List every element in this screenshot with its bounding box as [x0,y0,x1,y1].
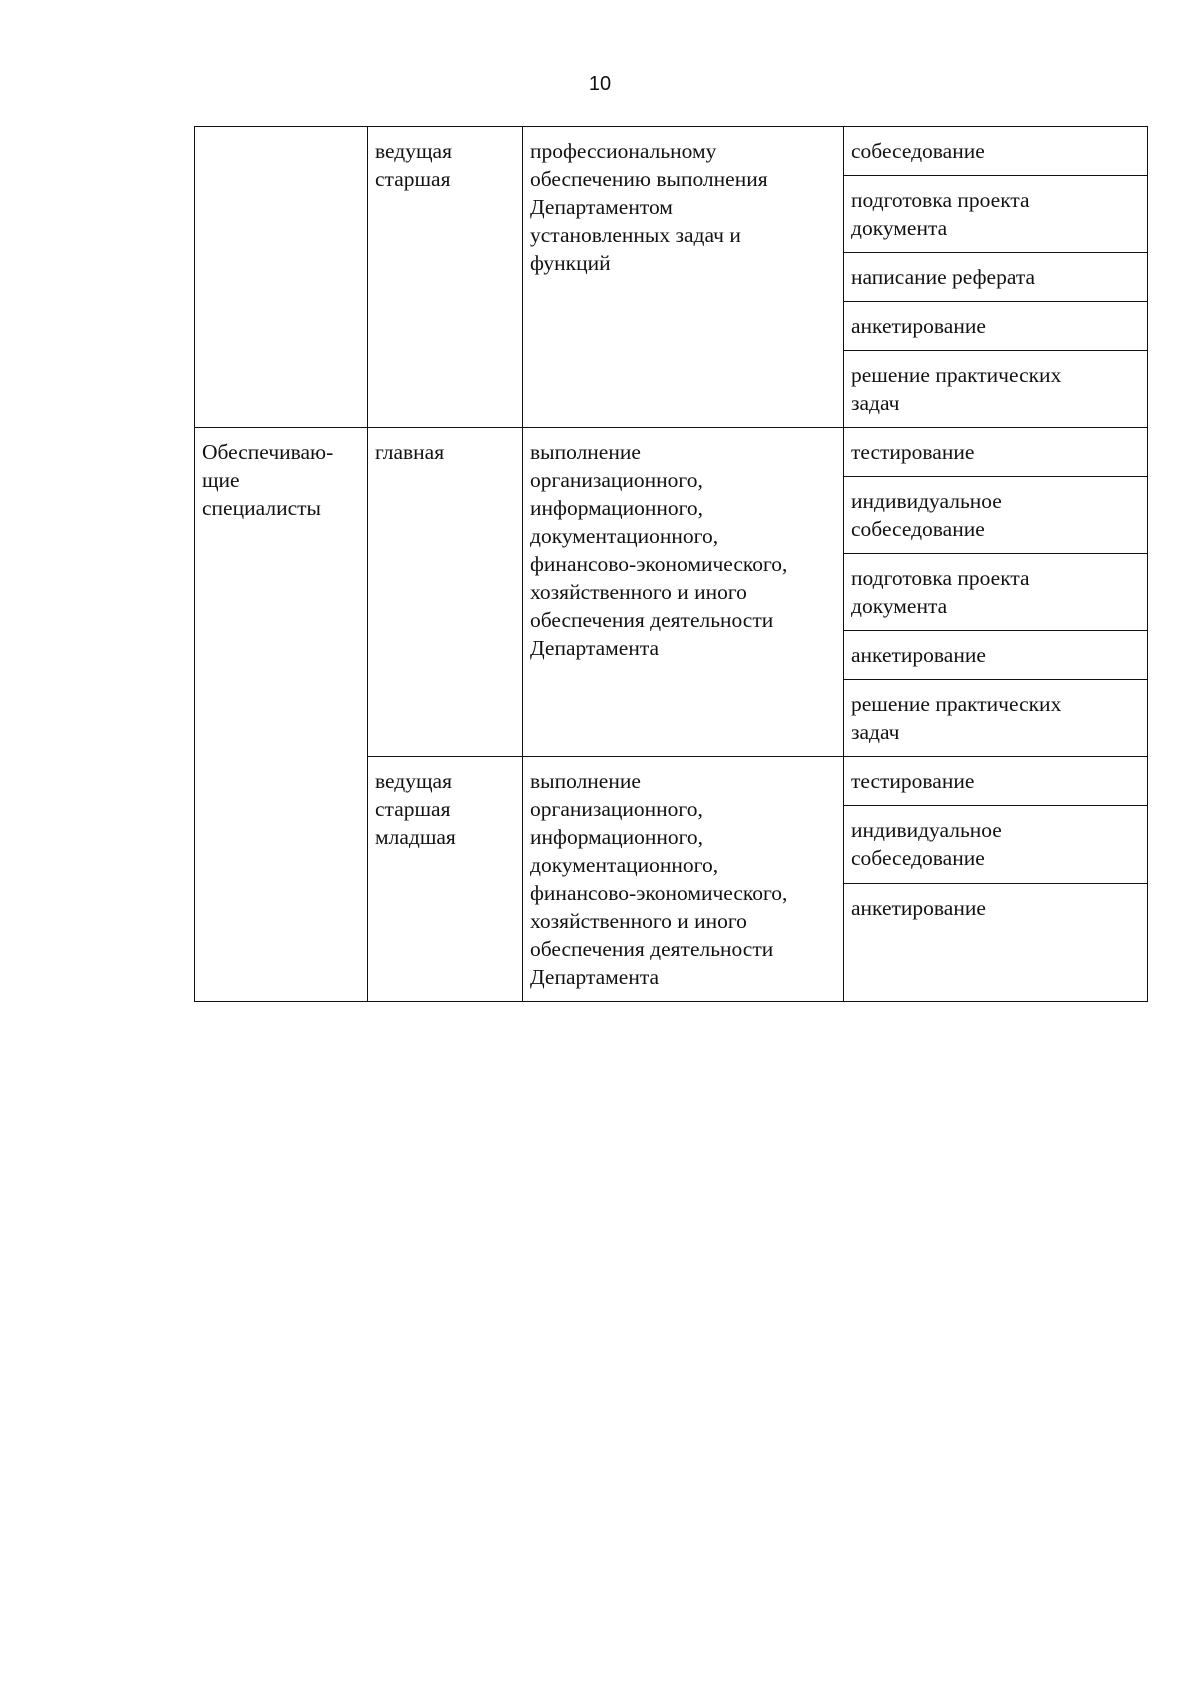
level-cell: ведущая старшая младшая [368,757,523,1002]
method-cell: подготовка проекта документа [844,176,1148,253]
function-cell: профессиональному обеспечению выполнения Департаментом установленных задач и функций [523,127,844,428]
table-row [195,127,1148,176]
method-cell: подготовка проекта документа [844,554,1148,631]
method-cell: анкетирование [844,302,1148,351]
method-cell: индивидуальное собеседование [844,477,1148,554]
method-cell: тестирование [844,428,1148,477]
method-cell: анкетирование [844,631,1148,680]
method-cell: тестирование [844,757,1148,806]
group-cell: Обеспечиваю- щие специалисты [195,428,368,1002]
page-number: 10 [588,73,612,95]
function-cell: выполнение организационного, информационного, документационного, финансово-экономического, хозяйственного и иного обеспечения деятельности Департамента [523,757,844,1002]
table-row [195,428,1148,477]
method-cell: собеседование [844,127,1148,176]
method-cell: анкетирование [844,884,1148,1002]
group-cell-empty [195,127,368,428]
method-cell: индивидуальное собеседование [844,806,1148,884]
level-cell: главная [368,428,523,757]
qualification-table [194,126,1148,1002]
method-cell: решение практических задач [844,680,1148,757]
method-cell: решение практических задач [844,351,1148,428]
level-cell: ведущая старшая [368,127,523,428]
function-cell: выполнение организационного, информационного, документационного, финансово-экономического, хозяйственного и иного обеспечения деятельности Департамента [523,428,844,757]
method-cell: написание реферата [844,253,1148,302]
